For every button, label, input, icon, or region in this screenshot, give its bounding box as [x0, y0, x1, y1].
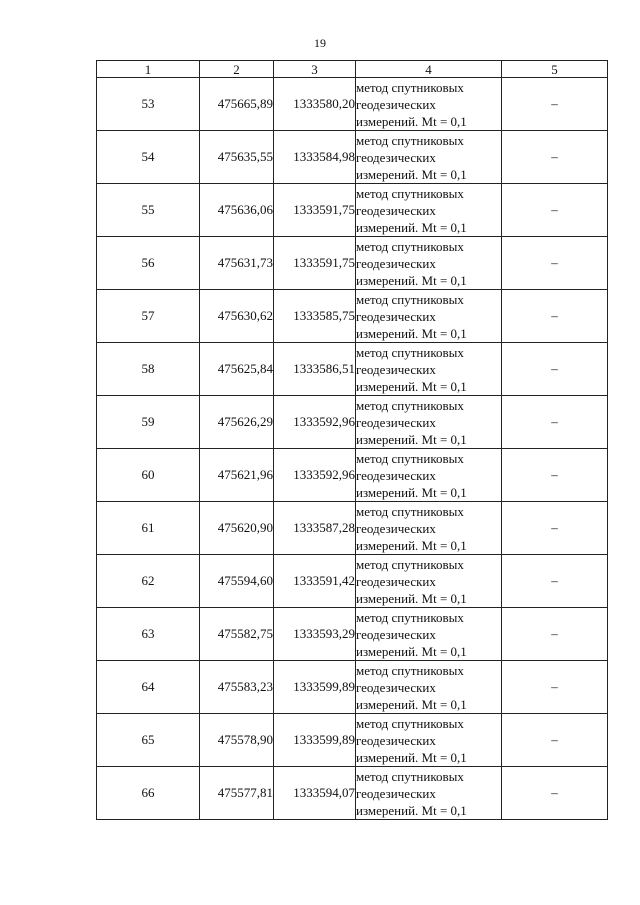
- y-coordinate-cell: 1333587,28: [274, 502, 356, 555]
- point-number-cell: 54: [97, 131, 200, 184]
- table-row: [97, 661, 608, 714]
- point-number-cell: 56: [97, 237, 200, 290]
- column-header: 5: [502, 61, 608, 78]
- method-line: метод спутниковых: [356, 715, 464, 731]
- method-cell: [356, 767, 502, 820]
- method-line: метод спутниковых: [356, 397, 464, 413]
- method-cell: [356, 131, 502, 184]
- method-line: метод спутниковых: [356, 450, 464, 466]
- method-cell: [356, 661, 502, 714]
- method-cell: [356, 449, 502, 502]
- method-line: метод спутниковых: [356, 291, 464, 307]
- note-cell: –: [502, 290, 608, 343]
- method-line: измерений. Mt = 0,1: [356, 802, 467, 818]
- x-coordinate-cell: 475594,60: [200, 555, 274, 608]
- method-cell: [356, 714, 502, 767]
- method-line: геодезических: [356, 626, 436, 642]
- method-line: геодезических: [356, 149, 436, 165]
- y-coordinate-cell: 1333591,42: [274, 555, 356, 608]
- method-line: измерений. Mt = 0,1: [356, 537, 467, 553]
- note-cell: –: [502, 131, 608, 184]
- note-cell: –: [502, 608, 608, 661]
- y-coordinate-cell: 1333592,96: [274, 449, 356, 502]
- x-coordinate-cell: 475625,84: [200, 343, 274, 396]
- column-header: 2: [200, 61, 274, 78]
- method-line: геодезических: [356, 520, 436, 536]
- method-line: измерений. Mt = 0,1: [356, 166, 467, 182]
- x-coordinate-cell: 475621,96: [200, 449, 274, 502]
- method-cell: [356, 78, 502, 131]
- y-coordinate-cell: 1333584,98: [274, 131, 356, 184]
- y-coordinate-cell: 1333586,51: [274, 343, 356, 396]
- y-coordinate-cell: 1333591,75: [274, 237, 356, 290]
- method-line: геодезических: [356, 308, 436, 324]
- table-row: [97, 131, 608, 184]
- point-number-cell: 65: [97, 714, 200, 767]
- x-coordinate-cell: 475626,29: [200, 396, 274, 449]
- note-cell: –: [502, 237, 608, 290]
- method-line: геодезических: [356, 96, 436, 112]
- x-coordinate-cell: 475578,90: [200, 714, 274, 767]
- x-coordinate-cell: 475630,62: [200, 290, 274, 343]
- y-coordinate-cell: 1333593,29: [274, 608, 356, 661]
- x-coordinate-cell: 475665,89: [200, 78, 274, 131]
- point-number-cell: 59: [97, 396, 200, 449]
- table-header-row: [97, 61, 608, 78]
- method-line: измерений. Mt = 0,1: [356, 325, 467, 341]
- method-line: измерений. Mt = 0,1: [356, 431, 467, 447]
- y-coordinate-cell: 1333580,20: [274, 78, 356, 131]
- point-number-cell: 53: [97, 78, 200, 131]
- y-coordinate-cell: 1333591,75: [274, 184, 356, 237]
- y-coordinate-cell: 1333599,89: [274, 661, 356, 714]
- y-coordinate-cell: 1333594,07: [274, 767, 356, 820]
- method-line: метод спутниковых: [356, 238, 464, 254]
- note-cell: –: [502, 184, 608, 237]
- x-coordinate-cell: 475631,73: [200, 237, 274, 290]
- point-number-cell: 60: [97, 449, 200, 502]
- y-coordinate-cell: 1333599,89: [274, 714, 356, 767]
- note-cell: –: [502, 767, 608, 820]
- table-row: [97, 78, 608, 131]
- method-cell: [356, 237, 502, 290]
- x-coordinate-cell: 475620,90: [200, 502, 274, 555]
- method-line: измерений. Mt = 0,1: [356, 590, 467, 606]
- method-line: метод спутниковых: [356, 132, 464, 148]
- method-line: измерений. Mt = 0,1: [356, 484, 467, 500]
- method-line: геодезических: [356, 785, 436, 801]
- table-row: [97, 343, 608, 396]
- table-body: [97, 78, 608, 820]
- note-cell: –: [502, 343, 608, 396]
- table-row: [97, 502, 608, 555]
- table-row: [97, 184, 608, 237]
- note-cell: –: [502, 714, 608, 767]
- method-line: геодезических: [356, 467, 436, 483]
- method-line: измерений. Mt = 0,1: [356, 378, 467, 394]
- y-coordinate-cell: 1333592,96: [274, 396, 356, 449]
- method-line: геодезических: [356, 679, 436, 695]
- method-cell: [356, 608, 502, 661]
- method-line: метод спутниковых: [356, 768, 464, 784]
- method-line: метод спутниковых: [356, 344, 464, 360]
- method-line: измерений. Mt = 0,1: [356, 643, 467, 659]
- table-row: [97, 767, 608, 820]
- method-line: измерений. Mt = 0,1: [356, 113, 467, 129]
- method-line: метод спутниковых: [356, 185, 464, 201]
- note-cell: –: [502, 396, 608, 449]
- table-row: [97, 237, 608, 290]
- note-cell: –: [502, 555, 608, 608]
- method-line: метод спутниковых: [356, 556, 464, 572]
- method-line: измерений. Mt = 0,1: [356, 219, 467, 235]
- coordinates-table: [96, 60, 608, 820]
- method-line: геодезических: [356, 414, 436, 430]
- method-line: метод спутниковых: [356, 503, 464, 519]
- method-line: геодезических: [356, 732, 436, 748]
- table-row: [97, 714, 608, 767]
- x-coordinate-cell: 475577,81: [200, 767, 274, 820]
- point-number-cell: 62: [97, 555, 200, 608]
- point-number-cell: 55: [97, 184, 200, 237]
- table-row: [97, 396, 608, 449]
- column-header: 4: [356, 61, 502, 78]
- point-number-cell: 64: [97, 661, 200, 714]
- method-cell: [356, 555, 502, 608]
- note-cell: –: [502, 78, 608, 131]
- method-cell: [356, 184, 502, 237]
- point-number-cell: 57: [97, 290, 200, 343]
- table-row: [97, 290, 608, 343]
- point-number-cell: 63: [97, 608, 200, 661]
- column-header: 3: [274, 61, 356, 78]
- method-cell: [356, 343, 502, 396]
- table-row: [97, 608, 608, 661]
- method-line: метод спутниковых: [356, 79, 464, 95]
- method-line: геодезических: [356, 573, 436, 589]
- note-cell: –: [502, 449, 608, 502]
- method-line: измерений. Mt = 0,1: [356, 749, 467, 765]
- note-cell: –: [502, 502, 608, 555]
- point-number-cell: 61: [97, 502, 200, 555]
- point-number-cell: 66: [97, 767, 200, 820]
- method-line: измерений. Mt = 0,1: [356, 696, 467, 712]
- method-line: геодезических: [356, 202, 436, 218]
- table-row: [97, 449, 608, 502]
- method-line: измерений. Mt = 0,1: [356, 272, 467, 288]
- point-number-cell: 58: [97, 343, 200, 396]
- method-cell: [356, 396, 502, 449]
- method-cell: [356, 502, 502, 555]
- method-line: геодезических: [356, 361, 436, 377]
- column-header: 1: [97, 61, 200, 78]
- page-number: 19: [314, 36, 326, 50]
- x-coordinate-cell: 475636,06: [200, 184, 274, 237]
- note-cell: –: [502, 661, 608, 714]
- x-coordinate-cell: 475635,55: [200, 131, 274, 184]
- method-line: метод спутниковых: [356, 662, 464, 678]
- method-line: метод спутниковых: [356, 609, 464, 625]
- x-coordinate-cell: 475583,23: [200, 661, 274, 714]
- method-line: геодезических: [356, 255, 436, 271]
- y-coordinate-cell: 1333585,75: [274, 290, 356, 343]
- x-coordinate-cell: 475582,75: [200, 608, 274, 661]
- method-cell: [356, 290, 502, 343]
- table-row: [97, 555, 608, 608]
